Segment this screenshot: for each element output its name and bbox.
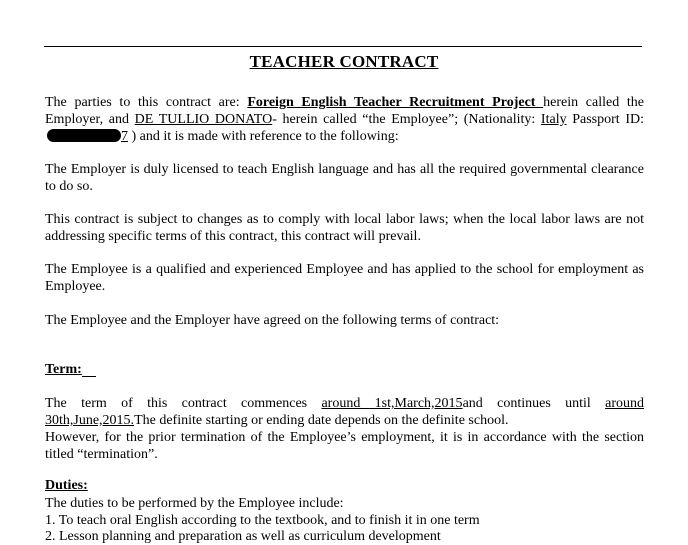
license-paragraph: The Employer is duly licensed to teach English language and has all the required governmental clearance to do so. — [45, 162, 644, 194]
document-title: TEACHER CONTRACT — [249, 52, 439, 71]
term-text-1: The term of this contract commences — [45, 396, 322, 411]
parties-text-5: ) and it is made with reference to the following: — [128, 129, 399, 144]
employer-name: Foreign English Teacher Recruitment Project — [247, 95, 544, 110]
laws-paragraph: This contract is subject to changes as to comply with local labor laws; when the local labor laws are not addressing specific terms of this contract, this contract will prevail. — [45, 212, 644, 244]
top-rule — [44, 46, 642, 47]
qualified-paragraph: The Employee is a qualified and experienced Employee and has applied to the school for employment as Employee. — [45, 262, 644, 294]
parties-text-1: The parties to this contract are: — [45, 95, 248, 110]
term-paragraph — [45, 395, 644, 429]
passport-suffix: 7 — [121, 129, 128, 144]
term-heading-label: Term: — [45, 362, 82, 377]
term-text-2: and continues until — [462, 396, 606, 411]
term-text-3: The definite starting or ending date depends on the definite school. — [134, 413, 509, 428]
duties-heading: Duties: — [45, 478, 88, 493]
parties-text-3: - herein called “the Employee”; (Nationality: — [272, 112, 541, 127]
duties-item-2: 2. Lesson planning and preparation as well as curriculum development — [45, 529, 441, 544]
parties-text-4: Passport ID: — [566, 112, 644, 127]
term-heading-underline — [82, 362, 96, 377]
redaction-mark — [47, 129, 121, 142]
employee-name: DE TULLIO DONATO — [134, 112, 273, 127]
parties-paragraph — [45, 94, 644, 145]
term-heading — [45, 362, 96, 378]
term-end-date: around 30th,June,2015. — [45, 396, 644, 428]
nationality: Italy — [540, 112, 567, 127]
agreed-paragraph: The Employee and the Employer have agreed on the following terms of contract: — [45, 313, 500, 328]
termination-paragraph: However, for the prior termination of the Employee’s employment, it is in accordance with the section titled “termination”. — [45, 430, 644, 462]
parties-text-2: herein called the Employer, and — [45, 95, 644, 127]
duties-intro: The duties to be performed by the Employee include: — [45, 496, 344, 511]
term-start-date: around 1st,March,2015 — [321, 396, 463, 411]
duties-item-1: 1. To teach oral English according to the textbook, and to finish it in one term — [45, 513, 480, 528]
